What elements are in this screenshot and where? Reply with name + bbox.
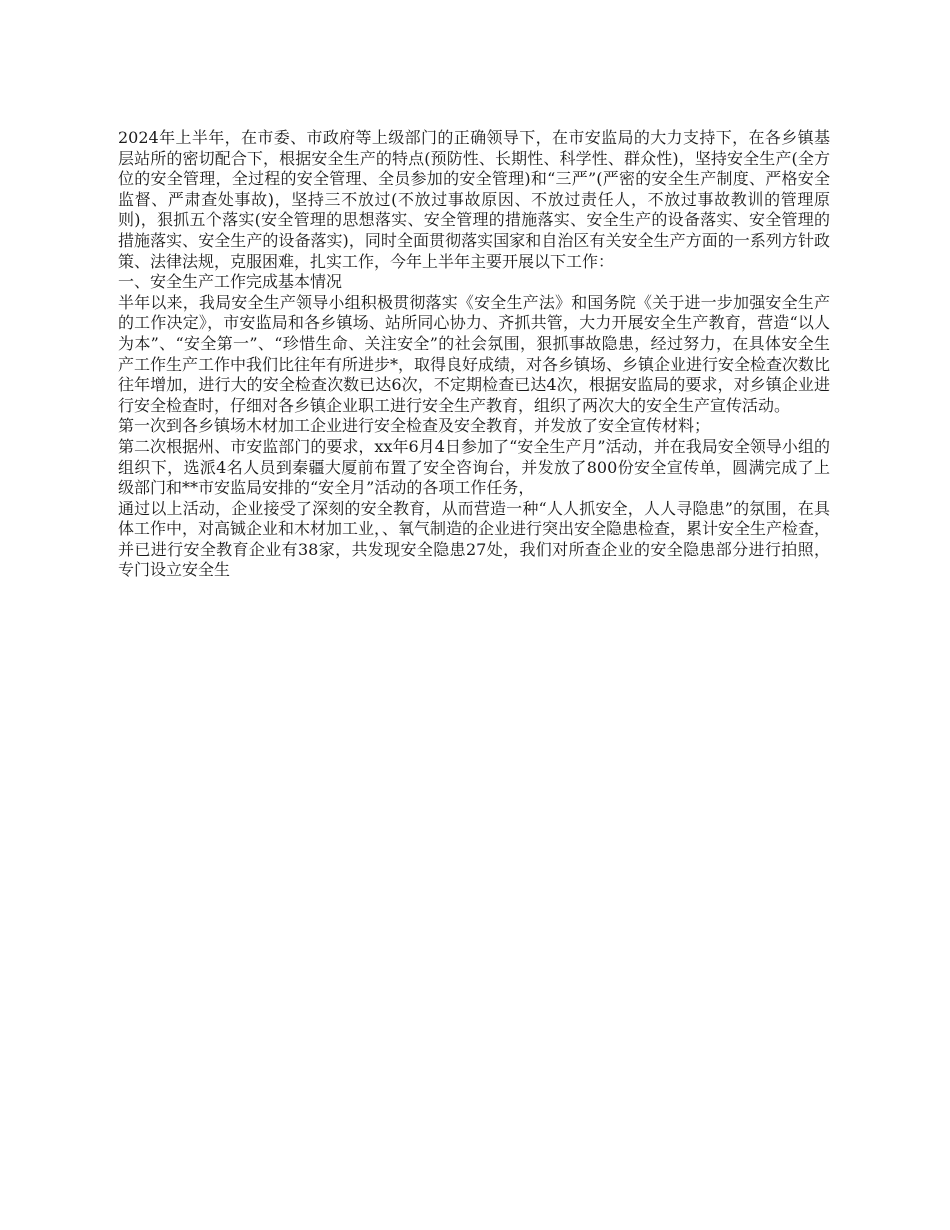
paragraph-summary: 半年以来，我局安全生产领导小组积极贯彻落实《安全生产法》和国务院《关于进一步加强安全生产的工作决定》，市安监局和各乡镇场、站所同心协力、齐抓共管，大力开展安全生产教育，营造“以人为本”、“安全第一”、“珍惜生命、关注安全”的社会氛围，狠抓事故隐患，经过努力，在具体安全生产工作生产工作中我们比往年有所进步*，取得良好成绩，对各乡镇场、乡镇企业进行安全检查次数比往年增加，进行大的安全检查次数已达6次，不定期检查已达4次，根据安监局的要求，对乡镇企业进行安全检查时，仔细对各乡镇企业职工进行安全生产教育，组织了两次大的安全生产宣传活动。 [118, 292, 831, 415]
paragraph-intro: 2024年上半年，在市委、市政府等上级部门的正确领导下，在市安监局的大力支持下，在各乡镇基层站所的密切配合下，根据安全生产的特点(预防性、长期性、科学性、群众性)，坚持安全生产(全方位的安全管理，全过程的安全管理、全员参加的安全管理)和“三严”(严密的安全生产制度、严格安全监督、严肃查处事故)，坚持三不放过(不放过事故原因、不放过责任人，不放过事故教训的管理原则)，狠抓五个落实(安全管理的思想落实、安全管理的措施落实、安全生产的设备落实、安全管理的措施落实、安全生产的设备落实)，同时全面贯彻落实国家和自治区有关安全生产方面的一系列方针政策、法律法规，克服困难，扎实工作，今年上半年主要开展以下工作： [118, 128, 830, 271]
document-page [118, 128, 830, 581]
paragraph-first-activity: 第一次到各乡镇场木材加工企业进行安全检查及安全教育，并发放了安全宣传材料； [118, 416, 711, 436]
section-heading: 一、安全生产工作完成基本情况 [118, 272, 343, 292]
paragraph-results: 通过以上活动，企业接受了深刻的安全教育，从而营造一种“人人抓安全，人人寻隐患”的氛围，在具体工作中，对高铖企业和木材加工业，、氧气制造的企业进行突出安全隐患检查，累计安全生产检查，并已进行安全教育企业有38家，共发现安全隐患27处，我们对所查企业的安全隐患部分进行拍照，专门设立安全生 [118, 498, 831, 580]
paragraph-second-activity: 第二次根据州、市安监部门的要求，xx年6月4日参加了“安全生产月”活动，并在我局安全领导小组的组织下，选派4名人员到秦疆大厦前布置了安全咨询台，并发放了800份安全宣传单，圆满完成了上级部门和**市安监局安排的“安全月”活动的各项工作任务， [118, 436, 830, 498]
